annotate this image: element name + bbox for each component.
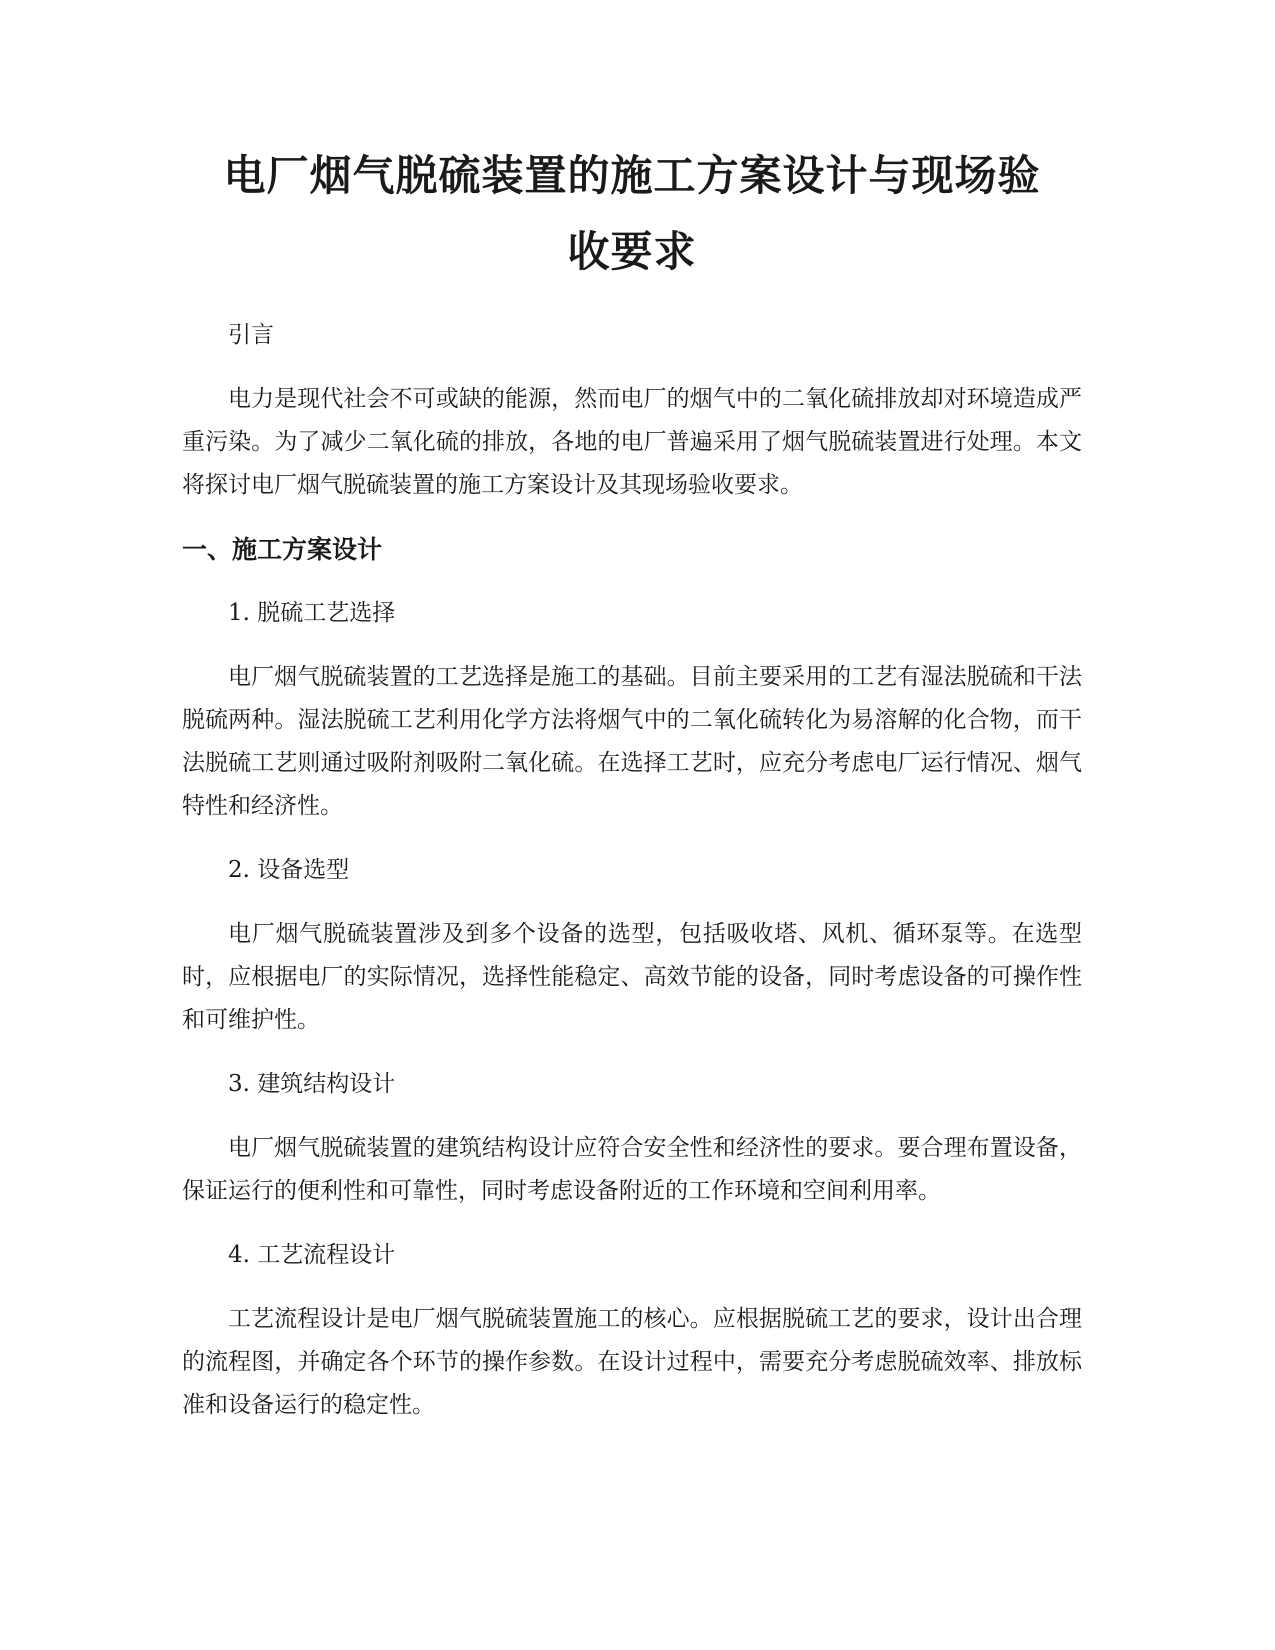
intro-label: 引言	[228, 322, 274, 348]
document-title	[182, 138, 1082, 290]
section-heading-construction-plan: 一、施工方案设计	[182, 535, 383, 564]
intro-paragraph: 电力是现代社会不可或缺的能源，然而电厂的烟气中的二氧化硫排放却对环境造成严重污染。为了减少二氧化硫的排放，各地的电厂普遍采用了烟气脱硫装置进行处理。本文将探讨电厂烟气脱硫装置的施工方案设计及其现场验收要求。	[182, 386, 1082, 498]
title-line-1: 电厂烟气脱硫装置的施工方案设计与现场验	[223, 151, 1041, 200]
item-label-equipment-selection: 2. 设备选型	[228, 857, 350, 883]
item-paragraph-structure-design: 电厂烟气脱硫装置的建筑结构设计应符合安全性和经济性的要求。要合理布置设备，保证运行的便利性和可靠性，同时考虑设备附近的工作环境和空间利用率。	[182, 1135, 1082, 1204]
item-label-flow-design: 4. 工艺流程设计	[228, 1242, 396, 1268]
document-page	[182, 138, 1082, 1427]
item-label-process-selection: 1. 脱硫工艺选择	[228, 600, 396, 626]
item-label-structure-design: 3. 建筑结构设计	[228, 1071, 396, 1097]
item-paragraph-process-selection: 电厂烟气脱硫装置的工艺选择是施工的基础。目前主要采用的工艺有湿法脱硫和干法脱硫两种。湿法脱硫工艺利用化学方法将烟气中的二氧化硫转化为易溶解的化合物，而干法脱硫工艺则通过吸附剂吸附二氧化硫。在选择工艺时，应充分考虑电厂运行情况、烟气特性和经济性。	[182, 664, 1082, 819]
title-line-2: 收要求	[567, 227, 697, 276]
item-paragraph-flow-design: 工艺流程设计是电厂烟气脱硫装置施工的核心。应根据脱硫工艺的要求，设计出合理的流程图，并确定各个环节的操作参数。在设计过程中，需要充分考虑脱硫效率、排放标准和设备运行的稳定性。	[182, 1306, 1082, 1418]
item-paragraph-equipment-selection: 电厂烟气脱硫装置涉及到多个设备的选型，包括吸收塔、风机、循环泵等。在选型时，应根据电厂的实际情况，选择性能稳定、高效节能的设备，同时考虑设备的可操作性和可维护性。	[182, 921, 1082, 1033]
